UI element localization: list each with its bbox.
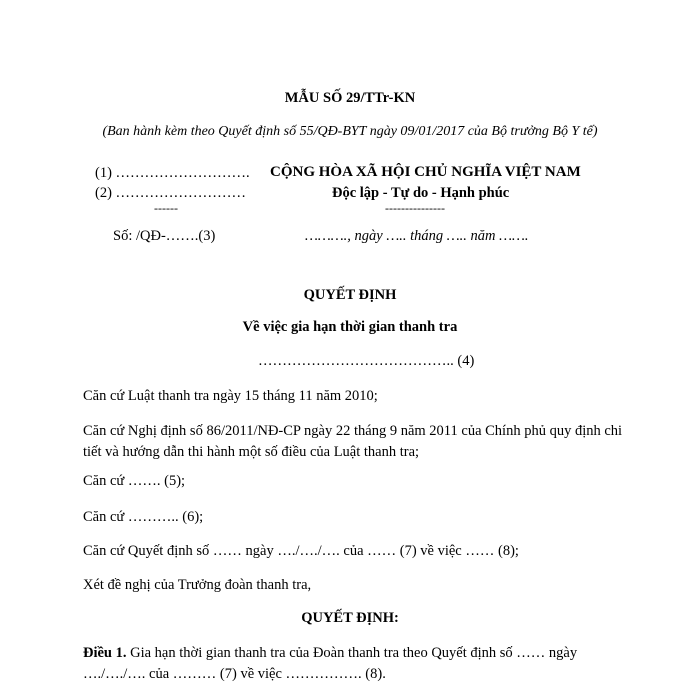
article-1: [83, 643, 623, 685]
basis-6: Căn cứ ……….. (6);: [83, 509, 204, 525]
issued-note: (Ban hành kèm theo Quyết định số 55/QĐ-BYT ngày 09/01/2017 của Bộ trưởng Bộ Y tế): [102, 124, 598, 139]
agency-line-2: (2) ………………………: [95, 185, 247, 201]
decision-heading: QUYẾT ĐỊNH:: [301, 610, 399, 626]
motto: Độc lập - Tự do - Hạnh phúc: [332, 185, 510, 201]
motto-underline: ---------------: [385, 201, 445, 215]
basis-5: Căn cứ ……. (5);: [83, 473, 186, 489]
proposal: Xét đề nghị của Trưởng đoàn thanh tra,: [83, 577, 312, 593]
agency-underline: ------: [154, 201, 178, 215]
issuing-authority: ………………………………….. (4): [258, 353, 475, 369]
country-name: CỘNG HÒA XÃ HỘI CHỦ NGHĨA VIỆT NAM: [270, 164, 581, 180]
basis-decree: Căn cứ Nghị định số 86/2011/NĐ-CP ngày 22 tháng 9 năm 2011 của Chính phủ quy định chi tiết và hướng dẫn thi hành một số điều của Luật thanh tra;: [83, 423, 623, 460]
basis-law: Căn cứ Luật thanh tra ngày 15 tháng 11 năm 2010;: [83, 388, 378, 404]
form-code: MẪU SỐ 29/TTr-KN: [284, 90, 416, 106]
basis-decision: Căn cứ Quyết định số …… ngày …./…./…. của …… (7) về việc …… (8);: [83, 543, 519, 559]
document-subject: Về việc gia hạn thời gian thanh tra: [242, 319, 458, 335]
place-date: ………., ngày ….. tháng ….. năm …….: [305, 228, 529, 244]
document-type: QUYẾT ĐỊNH: [303, 287, 397, 303]
article-1-text: Gia hạn thời gian thanh tra của Đoàn thanh tra theo Quyết định số …… ngày …./…./…. của ……… (7) về việc ……………. (8).: [83, 645, 578, 682]
article-1-label: Điều 1.: [83, 645, 127, 661]
agency-line-1: (1) ……………………….: [95, 165, 250, 181]
document-number: Số: /QĐ-…….(3): [113, 228, 216, 244]
